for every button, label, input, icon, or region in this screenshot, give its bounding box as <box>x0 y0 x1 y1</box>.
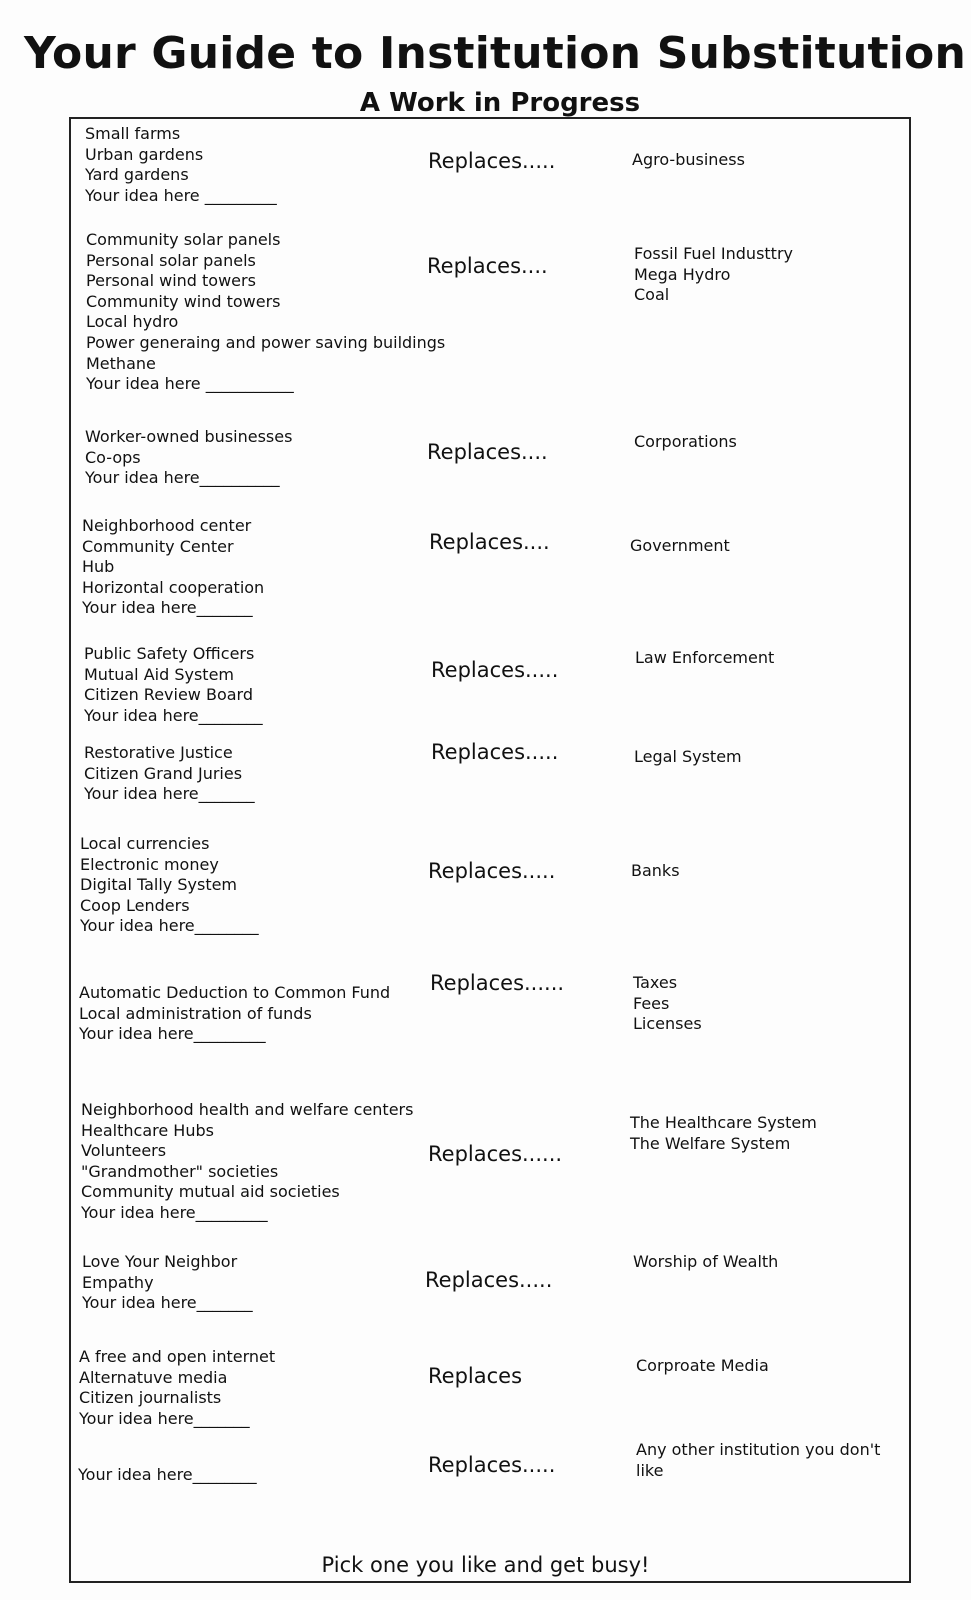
list-item: Urban gardens <box>85 144 204 164</box>
list-item: Hub <box>82 557 115 577</box>
list-item: Small farms <box>85 124 181 143</box>
list-item: Your idea here_________ <box>81 1202 268 1222</box>
row-5-targets <box>635 648 774 669</box>
list-item: Alternatuve media <box>79 1367 228 1387</box>
list-item: Citizen journalists <box>79 1388 222 1408</box>
list-item: Restorative Justice <box>84 743 233 762</box>
list-item: Community wind towers <box>86 291 281 311</box>
list-item: Your idea here_______ <box>84 784 255 804</box>
list-item: Local administration of funds <box>79 1003 312 1023</box>
row-1-replaces: Replaces..... <box>428 149 556 173</box>
row-9-targets <box>630 1113 817 1154</box>
row-6-targets <box>634 747 742 768</box>
row-11-replaces: Replaces <box>428 1364 523 1388</box>
row-2-replaces: Replaces.... <box>427 254 548 278</box>
list-item: Your idea here_________ <box>79 1024 266 1044</box>
row-11-targets <box>636 1356 769 1377</box>
row-12-replaces: Replaces..... <box>428 1453 556 1477</box>
target-item: like <box>636 1460 664 1480</box>
row-7-replaces: Replaces..... <box>428 859 556 883</box>
list-item: Mutual Aid System <box>84 664 234 684</box>
target-item: Agro-business <box>632 150 745 169</box>
target-item: The Healthcare System <box>630 1113 817 1132</box>
row-3-targets <box>634 432 737 453</box>
list-item: Coop Lenders <box>80 895 190 915</box>
list-item: Your idea here_______ <box>79 1408 250 1428</box>
list-item: Your idea here__________ <box>85 468 280 488</box>
row-11-alternatives <box>79 1347 275 1429</box>
target-item: Government <box>630 536 730 555</box>
row-3-replaces: Replaces.... <box>427 440 548 464</box>
list-item: Worker-owned businesses <box>85 427 293 446</box>
row-7-targets <box>631 861 680 882</box>
footer-text: Pick one you like and get busy! <box>321 1553 650 1577</box>
row-5-replaces: Replaces..... <box>431 658 559 682</box>
target-item: Worship of Wealth <box>633 1252 779 1271</box>
list-item: Your idea here________ <box>84 705 263 725</box>
page-subtitle: A Work in Progress <box>359 88 641 118</box>
list-item: Love Your Neighbor <box>82 1252 238 1271</box>
row-6-replaces: Replaces..... <box>431 740 559 764</box>
row-4-replaces: Replaces.... <box>429 530 550 554</box>
row-1-alternatives <box>85 124 277 206</box>
list-item: Electronic money <box>80 854 219 874</box>
list-item: Local hydro <box>86 312 179 332</box>
list-item: Your idea here________ <box>80 916 259 936</box>
row-8-targets <box>633 973 702 1035</box>
target-item: Corproate Media <box>636 1356 769 1375</box>
list-item: Healthcare Hubs <box>81 1120 214 1140</box>
list-item: Automatic Deduction to Common Fund <box>79 983 391 1002</box>
list-item: Horizontal cooperation <box>82 577 265 597</box>
row-3-alternatives <box>85 427 292 489</box>
target-item: Legal System <box>634 747 742 766</box>
list-item: Yard gardens <box>85 165 189 185</box>
list-item: Citizen Review Board <box>84 685 253 705</box>
list-item: Personal wind towers <box>86 271 256 291</box>
target-item: The Welfare System <box>630 1133 791 1153</box>
list-item: Public Safety Officers <box>84 644 255 663</box>
list-item: Your idea here ___________ <box>86 374 294 394</box>
list-item: Citizen Grand Juries <box>84 763 243 783</box>
list-item: A free and open internet <box>79 1347 276 1366</box>
list-item: Methane <box>86 353 156 373</box>
target-item: Mega Hydro <box>634 264 731 284</box>
row-8-replaces: Replaces...... <box>430 971 565 995</box>
list-item: "Grandmother" societies <box>81 1161 279 1181</box>
page-title: Your Guide to Institution Substitution <box>24 28 966 79</box>
list-item: Neighborhood center <box>82 516 252 535</box>
row-5-alternatives <box>84 644 263 726</box>
row-9-replaces: Replaces...... <box>428 1142 563 1166</box>
list-item: Power generaing and power saving buildings <box>86 332 446 352</box>
list-item: Digital Tally System <box>80 875 238 895</box>
target-item: Banks <box>631 861 680 880</box>
row-1-targets <box>632 150 745 171</box>
list-item: Your idea here_______ <box>82 598 253 618</box>
list-item: Volunteers <box>81 1141 167 1161</box>
target-item: Licenses <box>633 1014 702 1034</box>
target-item: Coal <box>634 285 670 305</box>
target-item: Any other institution you don't <box>636 1440 881 1459</box>
target-item: Corporations <box>634 432 737 451</box>
list-item: Empathy <box>82 1272 154 1292</box>
row-10-replaces: Replaces..... <box>425 1268 553 1292</box>
list-item: Local currencies <box>80 834 210 853</box>
list-item: Community Center <box>82 536 234 556</box>
target-item: Fees <box>633 993 670 1013</box>
list-item: Community solar panels <box>86 230 281 249</box>
list-item: Co-ops <box>85 447 141 467</box>
row-2-alternatives <box>86 230 445 395</box>
target-item: Taxes <box>633 973 678 992</box>
row-10-alternatives <box>82 1252 253 1314</box>
row-9-alternatives <box>81 1100 413 1224</box>
row-8-alternatives <box>79 983 390 1045</box>
row-12-targets <box>636 1440 880 1481</box>
row-4-targets <box>630 536 730 557</box>
row-7-alternatives <box>80 834 259 937</box>
row-4-alternatives <box>82 516 264 619</box>
list-item: Community mutual aid societies <box>81 1182 340 1202</box>
row-2-targets <box>634 244 793 306</box>
list-item: Personal solar panels <box>86 250 256 270</box>
row-10-targets <box>633 1252 778 1273</box>
list-item: Your idea here _________ <box>85 185 277 205</box>
target-item: Fossil Fuel Industtry <box>634 244 793 263</box>
target-item: Law Enforcement <box>635 648 775 667</box>
row-6-alternatives <box>84 743 255 805</box>
list-item: Neighborhood health and welfare centers <box>81 1100 414 1119</box>
list-item: Your idea here________ <box>78 1465 257 1484</box>
row-12-alternatives <box>78 1465 257 1486</box>
list-item: Your idea here_______ <box>82 1293 253 1313</box>
